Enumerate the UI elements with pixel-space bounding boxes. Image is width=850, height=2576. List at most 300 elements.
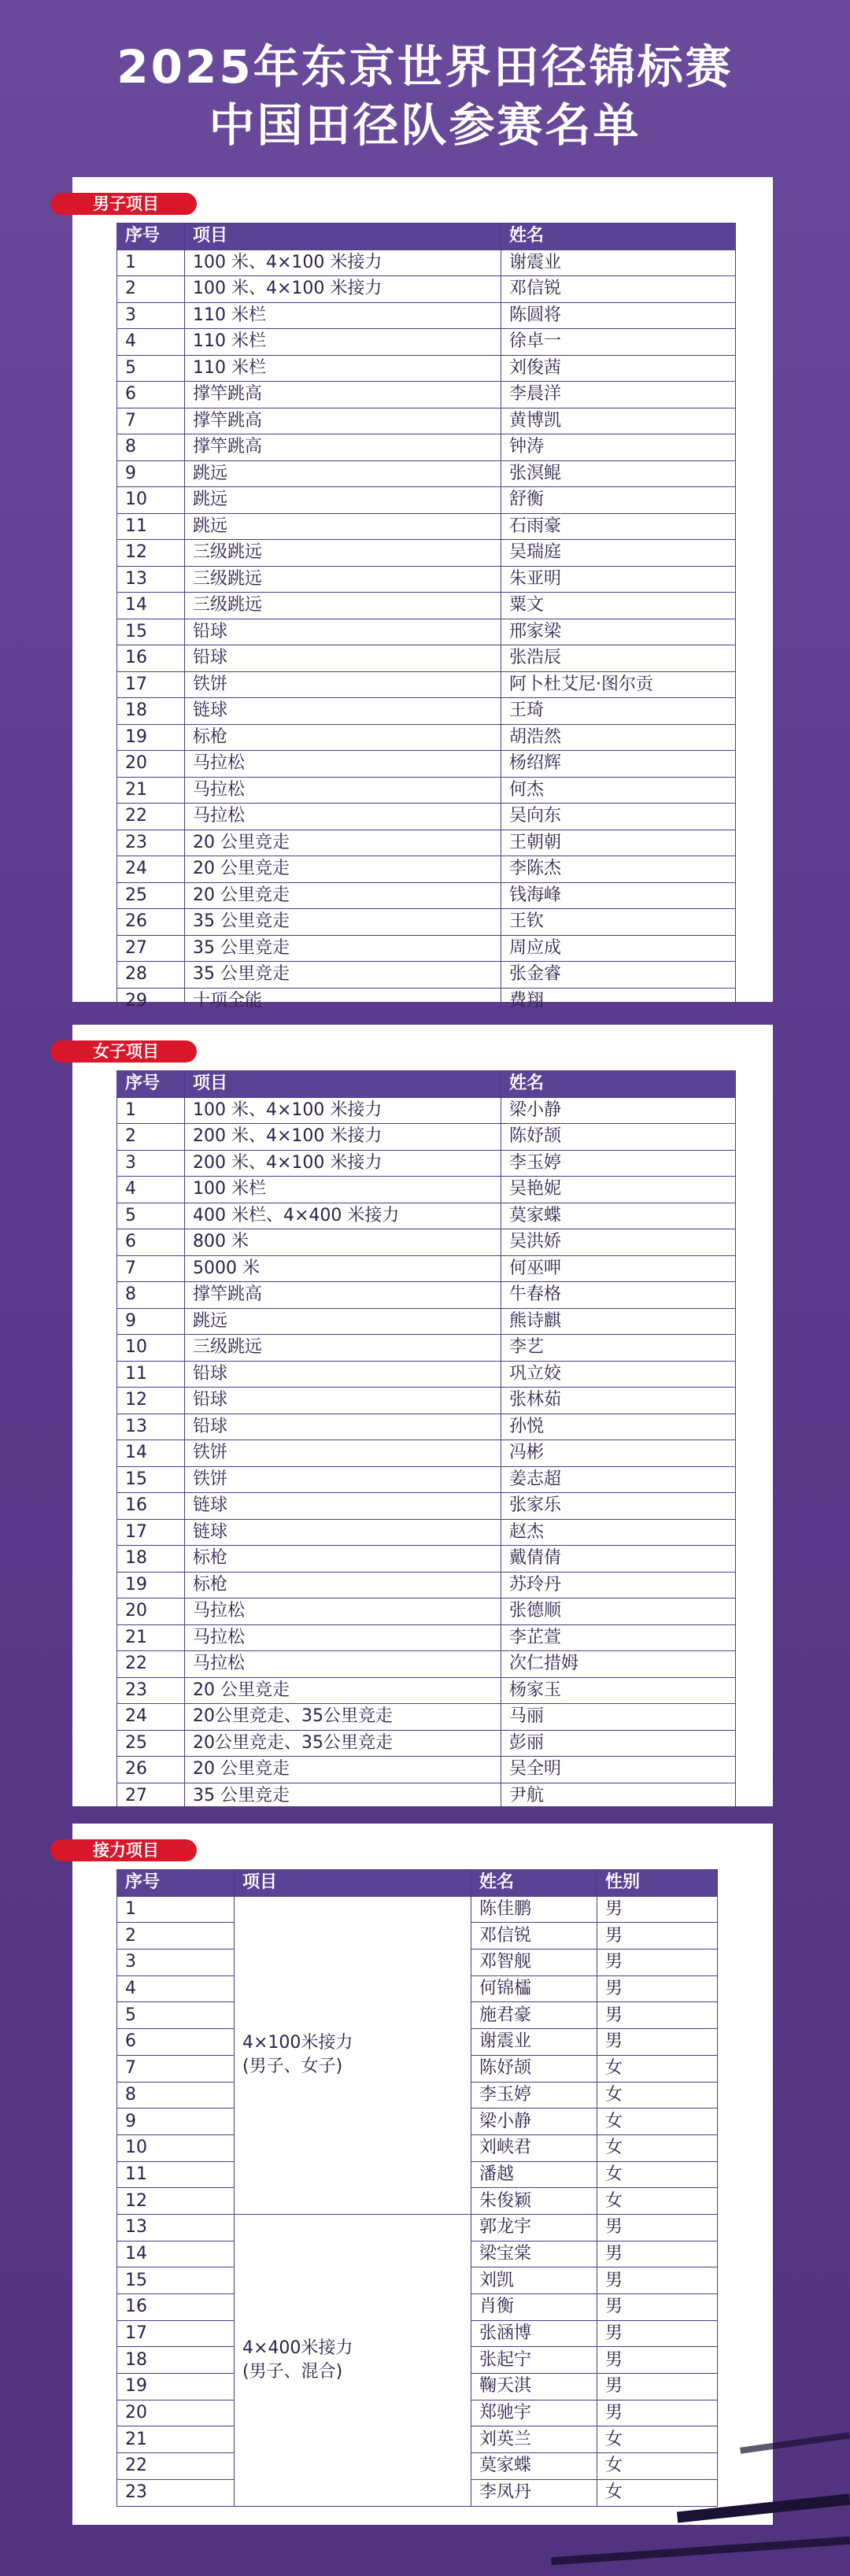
athlete-name: 陈佳鹏 [471, 1896, 597, 1923]
row-number: 19 [117, 2374, 235, 2400]
athlete-name: 邢家梁 [501, 619, 736, 645]
table-row [117, 382, 736, 408]
event-cell: 20公里竞走、35公里竞走 [185, 1730, 501, 1757]
table-row [117, 1255, 736, 1282]
athlete-name: 尹航 [501, 1783, 736, 1809]
table-row [117, 1361, 736, 1388]
row-number: 2 [117, 1124, 185, 1151]
row-number: 28 [117, 962, 185, 989]
event-cell: 撑竿跳高 [185, 434, 501, 461]
event-cell: 110 米栏 [185, 355, 501, 382]
row-number: 19 [117, 724, 185, 751]
row-number: 17 [117, 1519, 185, 1546]
athlete-name: 朱俊颖 [471, 2188, 597, 2215]
event-cell: 200 米、4×100 米接力 [185, 1150, 501, 1177]
table-row [117, 1783, 736, 1809]
row-number: 13 [117, 2214, 235, 2241]
event-cell: 标枪 [185, 1546, 501, 1573]
row-number: 4 [117, 1177, 185, 1203]
event-cell: 马拉松 [185, 1651, 501, 1678]
athlete-name: 张溟鲲 [501, 460, 736, 487]
row-number: 1 [117, 1896, 235, 1923]
header-no: 序号 [117, 1870, 235, 1897]
athlete-name: 钱海峰 [501, 882, 736, 909]
athlete-gender: 男 [597, 2294, 718, 2321]
athlete-name: 赵杰 [501, 1519, 736, 1546]
event-cell: 5000 米 [185, 1255, 501, 1282]
table-row [117, 460, 736, 487]
header-name: 姓名 [501, 224, 736, 250]
row-number: 3 [117, 1950, 235, 1976]
women-section-label: 女子项目 [50, 1040, 197, 1063]
row-number: 21 [117, 2426, 235, 2453]
athlete-name: 邓智舰 [471, 1950, 597, 1976]
athlete-name: 王琦 [501, 698, 736, 725]
row-number: 2 [117, 1923, 235, 1950]
athlete-name: 郭龙宇 [471, 2214, 597, 2241]
table-row [117, 856, 736, 883]
table-row [117, 1493, 736, 1520]
event-cell: 十项全能 [185, 988, 501, 1015]
header-event: 项目 [185, 224, 501, 250]
athlete-name: 杨家玉 [501, 1677, 736, 1704]
athlete-gender: 男 [597, 2214, 718, 2241]
row-number: 23 [117, 2479, 235, 2506]
athlete-name: 刘英兰 [471, 2426, 597, 2453]
row-number: 19 [117, 1572, 185, 1598]
relay-event-cell [235, 2214, 471, 2506]
table-row [117, 593, 736, 619]
row-number: 20 [117, 2400, 235, 2426]
event-cell: 铅球 [185, 1388, 501, 1414]
row-number: 15 [117, 2267, 235, 2294]
page-title-line2: 中国田径队参赛名单 [209, 98, 641, 152]
table-row [117, 1651, 736, 1678]
header-gender: 性别 [597, 1870, 718, 1897]
table-row [117, 882, 736, 909]
athlete-name: 刘峡君 [471, 2134, 597, 2161]
table-row [117, 1203, 736, 1229]
athlete-name: 苏玲丹 [501, 1572, 736, 1598]
page-title-line1: 2025年东京世界田径锦标赛 [116, 40, 734, 94]
athlete-name: 周应成 [501, 935, 736, 962]
event-cell: 400 米栏、4×400 米接力 [185, 1203, 501, 1229]
table-row [117, 1704, 736, 1731]
row-number: 21 [117, 777, 185, 804]
table-row [117, 276, 736, 303]
row-number: 6 [117, 2029, 235, 2056]
athlete-name: 梁小静 [471, 2108, 597, 2135]
row-number: 3 [117, 302, 185, 329]
athlete-name: 李晨洋 [501, 382, 736, 408]
table-row [117, 1624, 736, 1651]
table-row [117, 804, 736, 830]
row-number: 22 [117, 1651, 185, 1678]
athlete-name: 杨绍辉 [501, 751, 736, 778]
table-row [117, 1097, 736, 1124]
table-header-row [117, 1071, 736, 1098]
row-number: 8 [117, 434, 185, 461]
table-row [117, 671, 736, 698]
athlete-name: 姜志超 [501, 1466, 736, 1493]
table-header-row [117, 1870, 718, 1897]
athlete-name: 张家乐 [501, 1493, 736, 1520]
event-cell: 铅球 [185, 1361, 501, 1388]
event-cell: 35 公里竞走 [185, 1783, 501, 1809]
event-cell: 100 米、4×100 米接力 [185, 276, 501, 303]
row-number: 10 [117, 487, 185, 514]
row-number: 27 [117, 1783, 185, 1809]
row-number: 18 [117, 2347, 235, 2374]
athlete-name: 刘俊茜 [501, 355, 736, 382]
event-cell: 马拉松 [185, 1598, 501, 1625]
table-row [117, 1757, 736, 1783]
row-number: 25 [117, 1730, 185, 1757]
row-number: 11 [117, 2161, 235, 2188]
table-row [117, 1414, 736, 1440]
table-row [117, 1388, 736, 1414]
row-number: 5 [117, 355, 185, 382]
event-cell: 标枪 [185, 1572, 501, 1598]
table-row [117, 408, 736, 434]
row-number: 14 [117, 2241, 235, 2267]
athlete-name: 李玉婷 [471, 2082, 597, 2108]
row-number: 25 [117, 882, 185, 909]
athlete-name: 石雨豪 [501, 513, 736, 540]
row-number: 8 [117, 1282, 185, 1309]
athlete-name: 邓信锐 [471, 1923, 597, 1950]
row-number: 12 [117, 2188, 235, 2215]
row-number: 24 [117, 1704, 185, 1731]
event-cell: 20 公里竞走 [185, 882, 501, 909]
row-number: 13 [117, 566, 185, 593]
row-number: 10 [117, 1335, 185, 1362]
athlete-name: 张金睿 [501, 962, 736, 989]
athlete-name: 莫家蝶 [501, 1203, 736, 1229]
table-row [117, 540, 736, 567]
event-cell: 马拉松 [185, 777, 501, 804]
row-number: 17 [117, 671, 185, 698]
table-row [117, 1440, 736, 1467]
athlete-gender: 女 [597, 2479, 718, 2506]
row-number: 14 [117, 1440, 185, 1467]
event-cell: 三级跳远 [185, 1335, 501, 1362]
header-event: 项目 [185, 1071, 501, 1098]
row-number: 27 [117, 935, 185, 962]
athlete-name: 吴向东 [501, 804, 736, 830]
table-row [117, 329, 736, 356]
event-cell: 20公里竞走、35公里竞走 [185, 1704, 501, 1731]
athlete-name: 吴全明 [501, 1757, 736, 1783]
athlete-name: 梁小静 [501, 1097, 736, 1124]
table-row [117, 2214, 718, 2241]
table-row [117, 751, 736, 778]
table-row [117, 1150, 736, 1177]
header-event: 项目 [235, 1870, 471, 1897]
row-number: 21 [117, 1624, 185, 1651]
athlete-gender: 男 [597, 1923, 718, 1950]
table-row [117, 1572, 736, 1598]
athlete-gender: 男 [597, 1896, 718, 1923]
table-row [117, 355, 736, 382]
row-number: 2 [117, 276, 185, 303]
table-row [117, 777, 736, 804]
event-cell: 铁饼 [185, 671, 501, 698]
row-number: 26 [117, 909, 185, 936]
event-cell: 110 米栏 [185, 302, 501, 329]
athlete-name: 李艺 [501, 1335, 736, 1362]
event-cell: 跳远 [185, 487, 501, 514]
event-cell: 链球 [185, 1519, 501, 1546]
event-cell: 链球 [185, 1493, 501, 1520]
event-cell: 110 米栏 [185, 329, 501, 356]
athlete-name: 吴洪娇 [501, 1229, 736, 1256]
athlete-gender: 女 [597, 2082, 718, 2108]
athlete-gender: 男 [597, 2002, 718, 2029]
row-number: 16 [117, 2294, 235, 2321]
table-row [117, 1730, 736, 1757]
event-cell: 撑竿跳高 [185, 382, 501, 408]
row-number: 3 [117, 1150, 185, 1177]
event-cell: 三级跳远 [185, 566, 501, 593]
header-name: 姓名 [501, 1071, 736, 1098]
row-number: 22 [117, 2453, 235, 2480]
athlete-name: 彭丽 [501, 1730, 736, 1757]
table-row [117, 698, 736, 725]
men-section-label: 男子项目 [50, 193, 197, 215]
row-number: 4 [117, 329, 185, 356]
event-cell: 100 米、4×100 米接力 [185, 1097, 501, 1124]
event-cell: 跳远 [185, 460, 501, 487]
athlete-name: 孙悦 [501, 1414, 736, 1440]
athlete-name: 粟文 [501, 593, 736, 619]
men-events-panel [72, 177, 773, 1011]
event-cell: 马拉松 [185, 804, 501, 830]
event-cell: 800 米 [185, 1229, 501, 1256]
athlete-name: 邓信锐 [501, 276, 736, 303]
row-number: 15 [117, 619, 185, 645]
row-number: 24 [117, 856, 185, 883]
header-name: 姓名 [471, 1870, 597, 1897]
athlete-name: 牛春格 [501, 1282, 736, 1309]
event-cell: 撑竿跳高 [185, 408, 501, 434]
event-cell: 35 公里竞走 [185, 909, 501, 936]
row-number: 9 [117, 1308, 185, 1335]
athlete-name: 张起宁 [471, 2347, 597, 2374]
table-header-row [117, 224, 736, 250]
relay-section-label: 接力项目 [50, 1839, 197, 1861]
athlete-name: 巩立姣 [501, 1361, 736, 1388]
table-row [117, 909, 736, 936]
athlete-name: 谢震业 [501, 249, 736, 276]
athlete-name: 冯彬 [501, 1440, 736, 1467]
table-row [117, 1546, 736, 1573]
table-row [117, 935, 736, 962]
table-row [117, 1519, 736, 1546]
athlete-gender: 女 [597, 2108, 718, 2135]
athlete-gender: 女 [597, 2453, 718, 2480]
athlete-name: 陈妤颉 [501, 1124, 736, 1151]
athlete-name: 莫家蝶 [471, 2453, 597, 2480]
table-row [117, 487, 736, 514]
athlete-name: 何锦櫺 [471, 1975, 597, 2002]
event-cell: 链球 [185, 698, 501, 725]
women-events-table [116, 1070, 736, 1809]
table-row [117, 1282, 736, 1309]
event-cell: 马拉松 [185, 751, 501, 778]
row-number: 6 [117, 382, 185, 408]
row-number: 11 [117, 1361, 185, 1388]
athlete-gender: 男 [597, 2241, 718, 2267]
table-row [117, 645, 736, 672]
row-number: 17 [117, 2320, 235, 2347]
event-cell: 跳远 [185, 1308, 501, 1335]
athlete-gender: 女 [597, 2134, 718, 2161]
relay-event-cell [235, 1896, 471, 2214]
table-row [117, 724, 736, 751]
row-number: 23 [117, 1677, 185, 1704]
athlete-name: 王朝朝 [501, 830, 736, 856]
row-number: 8 [117, 2082, 235, 2108]
row-number: 18 [117, 698, 185, 725]
athlete-name: 阿卜杜艾尼·图尔贡 [501, 671, 736, 698]
table-row [117, 619, 736, 645]
event-cell: 三级跳远 [185, 540, 501, 567]
athlete-name: 李凤丹 [471, 2479, 597, 2506]
table-row [117, 1229, 736, 1256]
athlete-name: 朱亚明 [501, 566, 736, 593]
event-cell: 35 公里竞走 [185, 935, 501, 962]
athlete-name: 钟涛 [501, 434, 736, 461]
athlete-gender: 男 [597, 2267, 718, 2294]
athlete-name: 舒衡 [501, 487, 736, 514]
athlete-name: 熊诗麒 [501, 1308, 736, 1335]
row-number: 12 [117, 1388, 185, 1414]
athlete-name: 何巫呷 [501, 1255, 736, 1282]
event-cell: 100 米、4×100 米接力 [185, 249, 501, 276]
event-cell: 20 公里竞走 [185, 830, 501, 856]
table-row [117, 302, 736, 329]
athlete-gender: 女 [597, 2188, 718, 2215]
athlete-name: 李陈杰 [501, 856, 736, 883]
event-cell: 铅球 [185, 645, 501, 672]
athlete-name: 肖衡 [471, 2294, 597, 2321]
row-number: 23 [117, 830, 185, 856]
event-cell: 马拉松 [185, 1624, 501, 1651]
athlete-gender: 男 [597, 2320, 718, 2347]
table-row [117, 988, 736, 1015]
row-number: 5 [117, 1203, 185, 1229]
row-number: 20 [117, 751, 185, 778]
athlete-name: 陈妤颉 [471, 2055, 597, 2082]
athlete-name: 马丽 [501, 1704, 736, 1731]
athlete-gender: 男 [597, 2400, 718, 2426]
row-number: 13 [117, 1414, 185, 1440]
athlete-name: 李芷萱 [501, 1624, 736, 1651]
row-number: 20 [117, 1598, 185, 1625]
athlete-gender: 女 [597, 2426, 718, 2453]
event-cell: 20 公里竞走 [185, 1677, 501, 1704]
athlete-name: 戴倩倩 [501, 1546, 736, 1573]
event-cell: 铁饼 [185, 1440, 501, 1467]
header-no: 序号 [117, 1071, 185, 1098]
athlete-name: 郑驰宇 [471, 2400, 597, 2426]
row-number: 29 [117, 988, 185, 1015]
event-cell: 35 公里竞走 [185, 962, 501, 989]
row-number: 11 [117, 513, 185, 540]
event-cell: 铅球 [185, 1414, 501, 1440]
row-number: 9 [117, 2108, 235, 2135]
table-row [117, 1124, 736, 1151]
event-cell: 20 公里竞走 [185, 1757, 501, 1783]
relay-events-panel [72, 1824, 773, 2525]
event-cell: 撑竿跳高 [185, 1282, 501, 1309]
athlete-gender: 女 [597, 2055, 718, 2082]
athlete-name: 费翔 [501, 988, 736, 1015]
row-number: 14 [117, 593, 185, 619]
athlete-gender: 男 [597, 2374, 718, 2400]
athlete-name: 次仁措姆 [501, 1651, 736, 1678]
athlete-name: 潘越 [471, 2161, 597, 2188]
athlete-gender: 男 [597, 1950, 718, 1976]
athlete-name: 李玉婷 [501, 1150, 736, 1177]
row-number: 22 [117, 804, 185, 830]
row-number: 15 [117, 1466, 185, 1493]
header-no: 序号 [117, 224, 185, 250]
table-row [117, 1335, 736, 1362]
row-number: 7 [117, 408, 185, 434]
row-number: 9 [117, 460, 185, 487]
row-number: 7 [117, 2055, 235, 2082]
athlete-name: 张浩辰 [501, 645, 736, 672]
table-row [117, 1677, 736, 1704]
women-events-panel [72, 1025, 773, 1806]
event-cell: 铅球 [185, 619, 501, 645]
row-number: 1 [117, 1097, 185, 1124]
table-row [117, 249, 736, 276]
athlete-gender: 男 [597, 2029, 718, 2056]
athlete-name: 陈圆将 [501, 302, 736, 329]
athlete-name: 梁宝棠 [471, 2241, 597, 2267]
table-row [117, 1466, 736, 1493]
row-number: 7 [117, 1255, 185, 1282]
athlete-name: 张德顺 [501, 1598, 736, 1625]
row-number: 5 [117, 2002, 235, 2029]
athlete-name: 吴瑞庭 [501, 540, 736, 567]
athlete-gender: 女 [597, 2161, 718, 2188]
row-number: 1 [117, 249, 185, 276]
athlete-name: 徐卓一 [501, 329, 736, 356]
athlete-name: 施君豪 [471, 2002, 597, 2029]
event-cell: 三级跳远 [185, 593, 501, 619]
athlete-name: 鞠天淇 [471, 2374, 597, 2400]
table-row [117, 1308, 736, 1335]
athlete-name: 胡浩然 [501, 724, 736, 751]
row-number: 16 [117, 645, 185, 672]
athlete-name: 谢震业 [471, 2029, 597, 2056]
row-number: 4 [117, 1975, 235, 2002]
row-number: 6 [117, 1229, 185, 1256]
men-events-table [116, 223, 736, 1015]
table-row [117, 1177, 736, 1203]
table-row [117, 830, 736, 856]
athlete-name: 刘凯 [471, 2267, 597, 2294]
row-number: 26 [117, 1757, 185, 1783]
table-row [117, 513, 736, 540]
athlete-name: 黄博凯 [501, 408, 736, 434]
table-row [117, 434, 736, 461]
relay-event-scope: (男子、女子) [242, 2057, 343, 2077]
